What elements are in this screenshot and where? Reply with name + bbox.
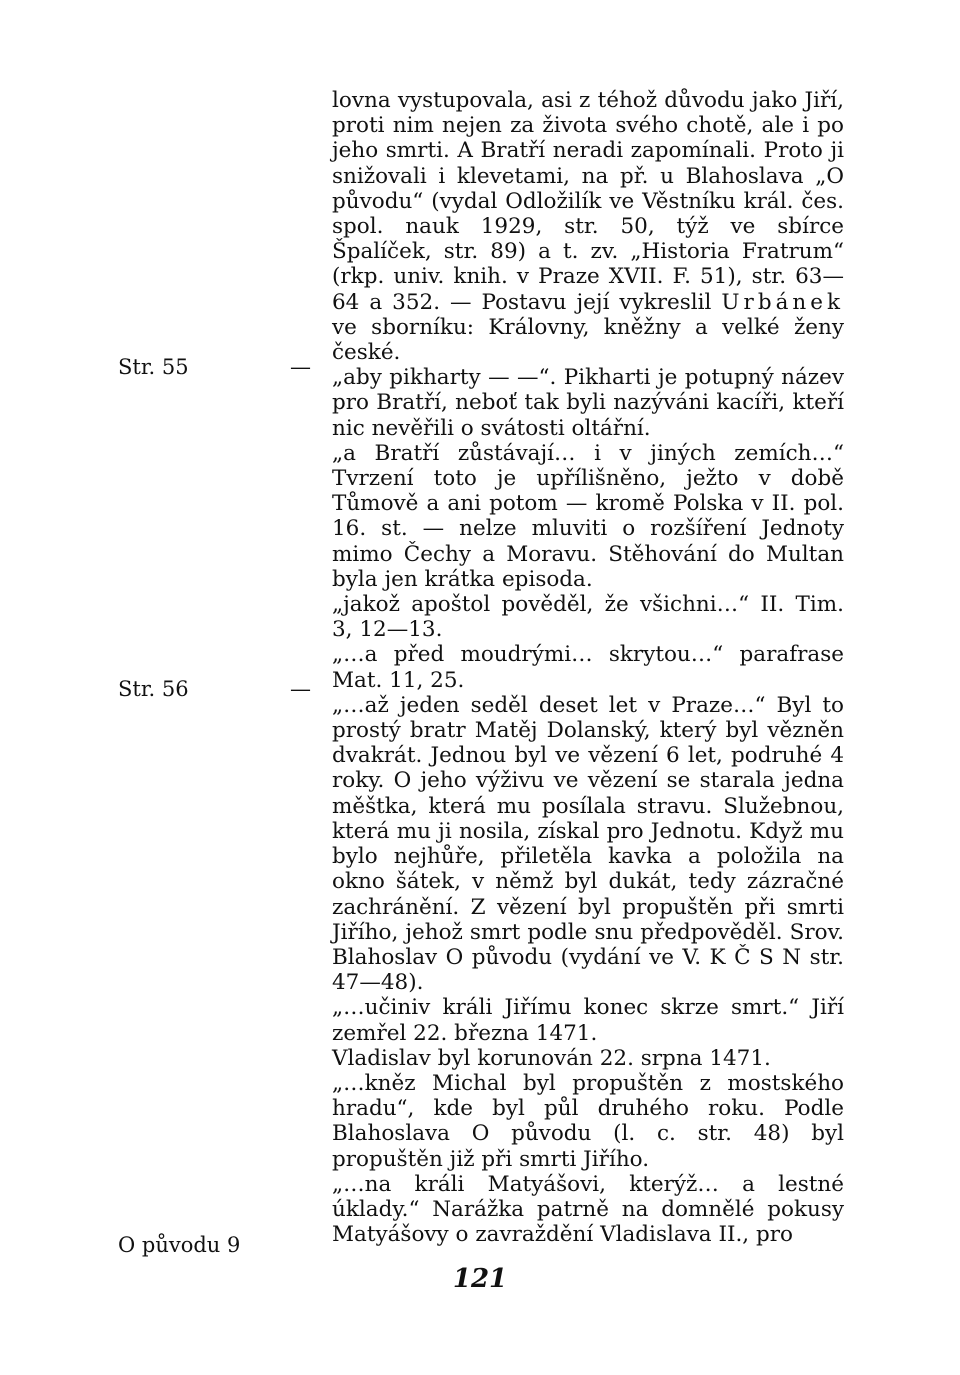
note-bratri-zustavaji: „a Bratří zůstávají… i v jiných zemích…“ Tvrzení toto je upřílišněno, ježto v době Tůmově a ani potom — kromě Polska v II. pol. 16. st. — nelze mluviti o rozšíření Jednoty mimo Čechy a Moravu. Stěhování do Multan byla jen krátka episoda. [332,440,844,592]
paragraph-continuation: lovna vystupovala, asi z téhož důvodu jako Jiří, proti nim nejen za života svého chotě, ale i po jeho smrti. A Bratří neradi zapomínali. Proto ji snižovali i klevetami, na př. u Blahoslava „O původu“ (vydal Odložilík ve Věstníku král. čes. spol. nauk 1929, str. 50, týž ve sbírce Špalíček, str. 89) a t. zv. „Historia Fratrum“ (rkp. univ. knih. v Praze XVII. F. 51), str. 63—64 a 352. — Postavu její vykreslil Urbánek ve sborníku: Královny, kněžny a velké ženy české. [332,88,844,366]
signature-mark: O původu 9 [118,1233,241,1257]
annotation-text [332,88,844,1247]
ref-dash: — [290,677,311,701]
note-matyas: „…na králi Matyášovi, kterýž… a lestné úklady.“ Narážka patrně na domnělé pokusy Matyášovy o zavraždění Vladislava II., pro [332,1171,844,1248]
page-ref-55: Str. 55 [118,355,189,379]
note-konec-jiri: „…učiniv králi Jiřímu konec skrze smrt.“ Jiří zemřel 22. března 1471. [332,995,844,1046]
note-moudrymi: „…a před moudrými… skrytou…“ parafrase Mat. 11, 25. [332,642,844,693]
note-pikharti: „aby pikharty — —“. Pikharti je potupný název pro Bratří, neboť tak byli nazýváni kacíři, kteří nic nevěřili o svátosti oltářní. [332,365,844,441]
ref-dash: — [290,355,311,379]
note-vladislav: Vladislav byl korunován 22. srpna 1471. [332,1045,771,1071]
page-number: 121 [452,1264,508,1294]
page-ref-56: Str. 56 [118,677,189,701]
note-knez-michal: „…kněz Michal byl propuštěn z mostského hradu“, kde byl půl druhého roku. Podle Blahoslava O původu (l. c. str. 48) byl propuštěn již při smrti Jiřího. [332,1070,844,1172]
author-name-spaced: Urbánek [721,289,844,315]
note-jeden-sedel: „…až jeden seděl deset let v Praze…“ Byl to prostý bratr Matěj Dolanský, který byl vězněn dvakrát. Jednou byl ve vězení 6 let, podruhé 4 roky. O jeho výživu ve vězení se starala jedna měštka, která mu posílala stravu. Služebnou, která mu ji nosila, získal pro Jednotu. Když mu bylo nejhůře, přiletěla kavka a položila na okno šátek, v němž byl dukát, tedy zázračné zachránění. Z vězení byl propuštěn při smrti Jiřího, jehož smrt podle snu předpověděl. Srov. Blahoslav O původu (vydání ve V. K Č S N str. 47—48). [332,692,844,996]
note-apostol: „jakož apoštol pověděl, že všichni…“ II. Tim. 3, 12—13. [332,592,844,643]
